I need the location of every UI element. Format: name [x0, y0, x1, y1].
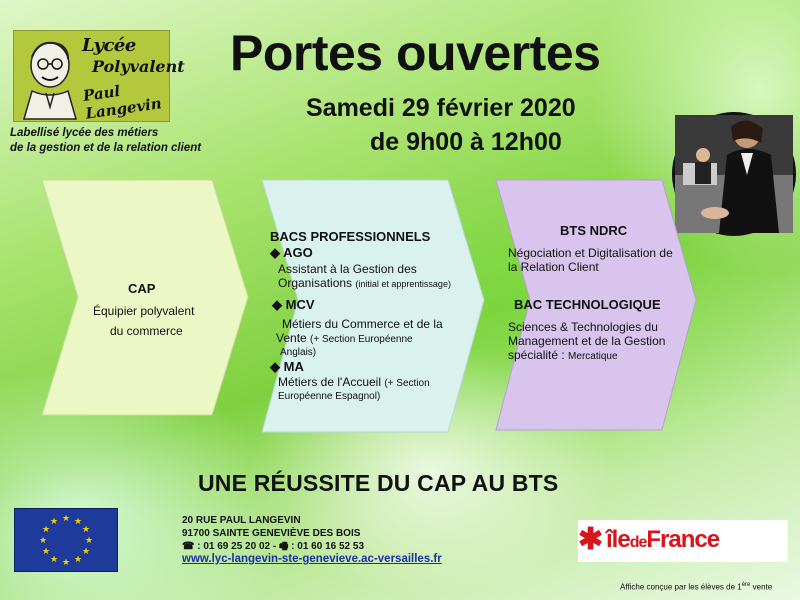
- idf-ile: île: [606, 526, 630, 553]
- svg-text:★: ★: [49, 517, 59, 527]
- eu-flag: [14, 508, 118, 572]
- address-street: 20 RUE PAUL LANGEVIN: [182, 515, 301, 526]
- svg-text:★: ★: [73, 517, 83, 527]
- svg-text:★: ★: [38, 536, 48, 546]
- logo-line-2: Polyvalent: [92, 57, 185, 76]
- svg-text:★: ★: [81, 547, 91, 557]
- svg-text:★: ★: [61, 514, 71, 524]
- svg-text:★: ★: [84, 536, 94, 546]
- address-block: [182, 514, 364, 553]
- bts-line-2: la Relation Client: [508, 260, 599, 274]
- bac-tech-line-2: Management et de la Gestion: [508, 334, 666, 348]
- bac-tech-note: Mercatique: [568, 351, 618, 362]
- ma-title: ◆ MA: [270, 359, 304, 374]
- svg-text:★: ★: [61, 558, 71, 568]
- cap-title: CAP: [128, 281, 156, 296]
- svg-text:★: ★: [49, 555, 59, 565]
- address-city: 91700 SAINTE GENEVIÈVE DES BOIS: [182, 528, 361, 539]
- event-date: Samedi 29 février 2020: [306, 94, 576, 122]
- svg-text:★: ★: [41, 547, 51, 557]
- diamond-bullet-icon: ◆: [270, 359, 284, 374]
- bts-line-1: Négociation et Digitalisation de: [508, 246, 673, 260]
- address-phone-fax: ☎ : 01 69 25 20 02 - 🖷 : 01 60 16 52 53: [182, 541, 365, 552]
- diamond-bullet-icon: ◆: [270, 245, 284, 260]
- bts-title: BTS NDRC: [560, 223, 628, 238]
- ago-note: (initial et apprentissage): [355, 279, 451, 289]
- label-line-1: Labellisé lycée des métiers: [10, 127, 159, 139]
- eu-stars-icon: [15, 509, 117, 571]
- star-icon: ✱: [578, 523, 604, 556]
- diamond-bullet-icon: ◆: [272, 297, 286, 312]
- idf-france: France: [646, 526, 720, 553]
- ma-line-1: Métiers de l'Accueil (+ Section: [278, 375, 430, 389]
- ago-line-2: Organisations (initial et apprentissage): [278, 276, 451, 290]
- idf-de: de: [629, 534, 647, 551]
- ile-de-france-logo: [578, 520, 788, 562]
- cap-line-2: du commerce: [110, 324, 183, 338]
- mcv-note-1: (+ Section Européenne: [310, 334, 413, 345]
- mcv-line-1: Métiers du Commerce et de la: [282, 317, 443, 331]
- bac-pro-title: BACS PROFESSIONNELS: [270, 229, 431, 244]
- school-website-link[interactable]: www.lyc-langevin-ste-genevieve.ac-versailles.fr: [182, 553, 442, 565]
- portrait-sketch-icon: [18, 37, 80, 119]
- ago-line-1: Assistant à la Gestion des: [278, 262, 417, 276]
- event-time: de 9h00 à 12h00: [370, 128, 562, 156]
- page-title: Portes ouvertes: [230, 25, 601, 81]
- label-line-2: de la gestion et de la relation client: [10, 142, 202, 154]
- cap-line-1: Équipier polyvalent: [93, 304, 195, 318]
- svg-text:★: ★: [81, 525, 91, 535]
- bac-tech-title: BAC TECHNOLOGIQUE: [514, 297, 661, 312]
- mcv-line-2: Vente (+ Section Européenne: [276, 331, 413, 345]
- school-label: [10, 126, 201, 156]
- bac-tech-line-1: Sciences & Technologies du: [508, 320, 658, 334]
- ma-note-2: Européenne Espagnol): [278, 391, 381, 402]
- logo-line-3: Paul Langevin: [81, 81, 163, 123]
- cap-chevron: [42, 180, 248, 415]
- slogan: UNE RÉUSSITE DU CAP AU BTS: [198, 470, 559, 496]
- mcv-title: ◆ MCV: [272, 297, 315, 312]
- school-logo: [13, 30, 185, 123]
- poster-credit: Affiche conçue par les élèves de 1ère vente: [620, 582, 773, 592]
- ma-note-1: (+ Section: [384, 378, 430, 389]
- bac-tech-line-3: spécialité : Mercatique: [508, 348, 618, 362]
- ago-title: ◆ AGO: [270, 245, 313, 260]
- svg-text:★: ★: [41, 525, 51, 535]
- svg-text:★: ★: [73, 555, 83, 565]
- mcv-note-2: Anglais): [280, 347, 317, 358]
- logo-line-1: Lycée: [82, 35, 136, 56]
